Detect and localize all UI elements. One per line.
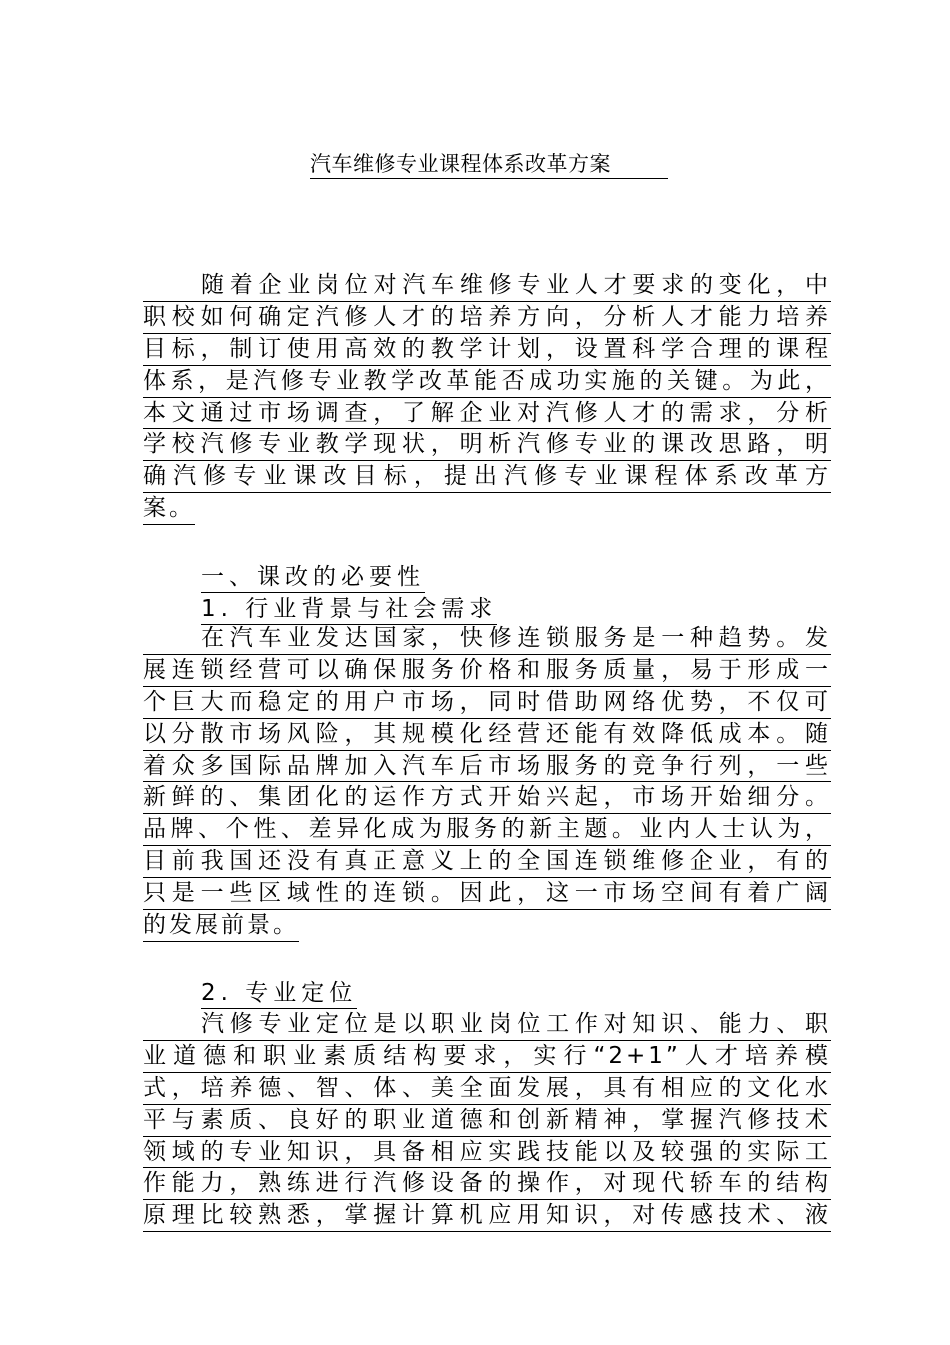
paragraph-line: 平与素质、良好的职业道德和创新精神，掌握汽修技术 <box>143 1105 831 1137</box>
professional-positioning-paragraph <box>143 1009 831 1232</box>
subsection-heading: 2. 专业定位 <box>201 978 357 1009</box>
section-heading: 一、课改的必要性 <box>201 562 425 593</box>
paragraph-line: 学校汽修专业教学现状，明析汽修专业的课改思路，明 <box>143 429 831 461</box>
paragraph-line: 案。 <box>143 493 195 525</box>
paragraph-line: 确汽修专业课改目标，提出汽修专业课程体系改革方 <box>143 461 831 493</box>
paragraph-line: 在汽车业发达国家，快修连锁服务是一种趋势。发 <box>143 623 831 655</box>
paragraph-line: 汽修专业定位是以职业岗位工作对知识、能力、职 <box>143 1009 831 1041</box>
paragraph-line: 式，培养德、智、体、美全面发展，具有相应的文化水 <box>143 1073 831 1105</box>
paragraph-line: 原理比较熟悉，掌握计算机应用知识，对传感技术、液 <box>143 1200 831 1232</box>
document-title: 汽车维修专业课程体系改革方案 <box>310 150 668 179</box>
paragraph-line: 只是一些区域性的连锁。因此，这一市场空间有着广阔 <box>143 878 831 910</box>
paragraph-line: 新鲜的、集团化的运作方式开始兴起，市场开始细分。 <box>143 782 831 814</box>
paragraph-line: 业道德和职业素质结构要求，实行“2+1”人才培养模 <box>143 1041 831 1073</box>
paragraph-line: 体系，是汽修专业教学改革能否成功实施的关键。为此， <box>143 366 831 398</box>
paragraph-line: 职校如何确定汽修人才的培养方向，分析人才能力培养 <box>143 302 831 334</box>
paragraph-line: 个巨大而稳定的用户市场，同时借助网络优势，不仅可 <box>143 687 831 719</box>
intro-paragraph <box>143 270 831 535</box>
paragraph-line: 随着企业岗位对汽车维修专业人才要求的变化，中 <box>143 270 831 302</box>
paragraph-line: 着众多国际品牌加入汽车后市场服务的竞争行列，一些 <box>143 751 831 783</box>
industry-background-paragraph <box>143 623 831 952</box>
subsection-heading: 1. 行业背景与社会需求 <box>201 594 497 625</box>
paragraph-line: 目前我国还没有真正意义上的全国连锁维修企业，有的 <box>143 846 831 878</box>
paragraph-line: 作能力，熟练进行汽修设备的操作，对现代轿车的结构 <box>143 1168 831 1200</box>
paragraph-line: 的发展前景。 <box>143 910 299 942</box>
paragraph-line: 领域的专业知识，具备相应实践技能以及较强的实际工 <box>143 1137 831 1169</box>
paragraph-line: 以分散市场风险，其规模化经营还能有效降低成本。随 <box>143 719 831 751</box>
paragraph-line: 展连锁经营可以确保服务价格和服务质量，易于形成一 <box>143 655 831 687</box>
paragraph-line: 目标，制订使用高效的教学计划，设置科学合理的课程 <box>143 334 831 366</box>
paragraph-line: 品牌、个性、差异化成为服务的新主题。业内人士认为， <box>143 814 831 846</box>
paragraph-line: 本文通过市场调查，了解企业对汽修人才的需求，分析 <box>143 398 831 430</box>
